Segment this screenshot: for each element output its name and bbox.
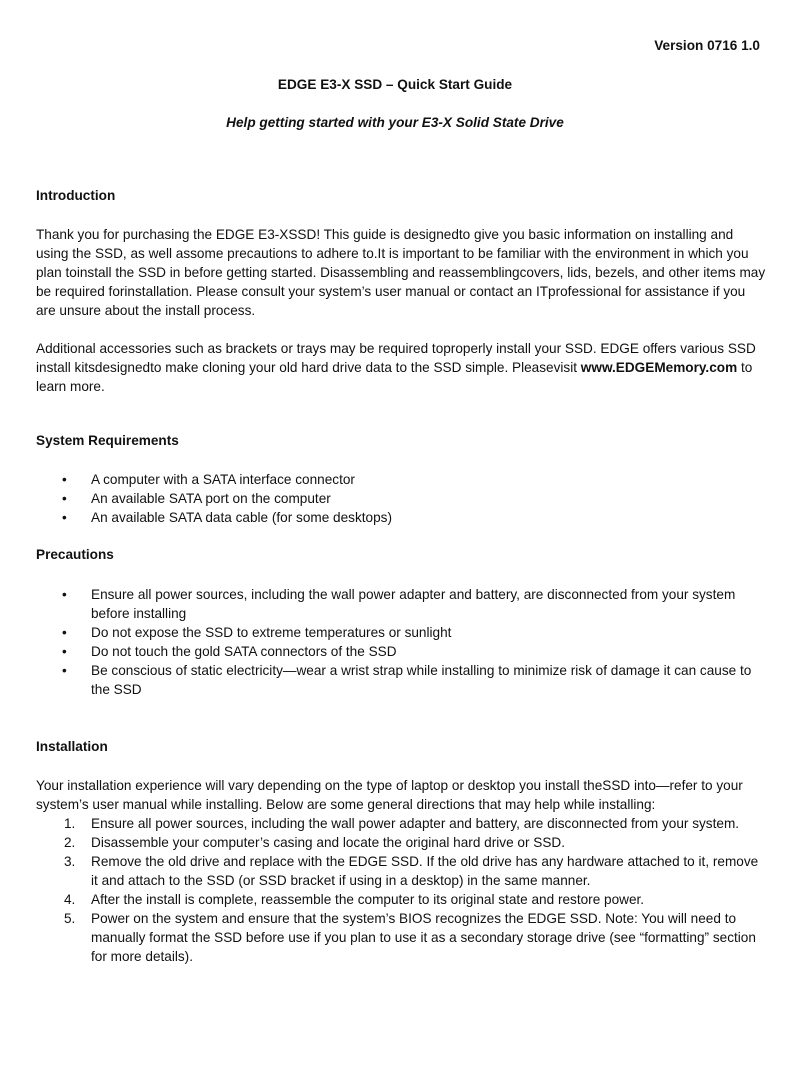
precautions-list [36,585,766,699]
list-item: • A computer with a SATA interface connector [36,470,766,489]
list-item: • Do not touch the gold SATA connectors of the SSD [36,642,766,661]
introduction-paragraph-1: Thank you for purchasing the EDGE E3-XSSD! This guide is designedto give you basic information on installing and using the SSD, as well assome precautions to adhere to.It is important to be familiar with the environment in which you plan toinstall the SSD in before getting started. Disassembling and reassemblingcovers, lids, bezels, and other items may be required forinstallation. Please consult your system’s user manual or contact an ITprofessional for assistance if you are unsure about the install process. [36,227,766,318]
introduction-paragraph-2-tail: to learn more. [36,360,753,394]
version-label: Version 0716 1.0 [654,38,760,53]
installation-heading: Installation [36,739,108,754]
installation-step [36,833,766,852]
step-text: Disassemble your computer’s casing and locate the original hard drive or SSD. [91,835,566,850]
installation-step [36,814,766,833]
step-number: 4. [64,892,76,907]
installation-step [36,852,766,890]
list-item: • Do not expose the SSD to extreme temperatures or sunlight [36,623,766,642]
installation-steps [36,814,766,966]
list-item: • Ensure all power sources, including the wall power adapter and battery, are disconnected from your system before installing [36,585,766,623]
system-requirements-list [36,470,766,527]
precautions-heading: Precautions [36,547,114,562]
step-text: After the install is complete, reassemble the computer to its original state and restore power. [91,892,645,907]
installation-step [36,890,766,909]
installation-step [36,909,766,966]
step-number: 2. [64,835,76,850]
installation-intro: Your installation experience will vary depending on the type of laptop or desktop you install theSSD into—refer to your system’s user manual while installing. Below are some general directions that may help while installing: [36,778,743,812]
list-item: • An available SATA port on the computer [36,489,766,508]
step-number: 1. [64,816,76,831]
system-requirements-heading: System Requirements [36,433,179,448]
step-number: 3. [64,854,76,869]
list-item: • An available SATA data cable (for some desktops) [36,508,766,527]
introduction-heading: Introduction [36,188,116,203]
step-text: Ensure all power sources, including the wall power adapter and battery, are disconnected from your system. [91,816,740,831]
step-text: Power on the system and ensure that the system’s BIOS recognizes the EDGE SSD. Note: You will need to manually format the SSD before use if you plan to use it as a secondary storage drive (see “formatting” section for more details). [91,911,756,964]
document-subtitle: Help getting started with your E3-X Solid State Drive [226,115,564,130]
list-item: • Be conscious of static electricity—wear a wrist strap while installing to minimize risk of damage it can cause to the SSD [36,661,766,699]
introduction-paragraph-2 [36,339,766,396]
step-number: 5. [64,911,76,926]
step-text: Remove the old drive and replace with the EDGE SSD. If the old drive has any hardware attached to it, remove it and attach to the SSD (or SSD bracket if using in a desktop) in the same manner. [91,854,759,888]
introduction-paragraph-2-text: Additional accessories such as brackets or trays may be required toproperly install your SSD. EDGE offers various SSD install kitsdesignedto make cloning your old hard drive data to the SSD simple. Pleasevisit [36,341,756,375]
edge-website-link[interactable]: www.EDGEMemory.com [580,360,738,375]
document-title: EDGE E3-X SSD – Quick Start Guide [277,77,513,92]
